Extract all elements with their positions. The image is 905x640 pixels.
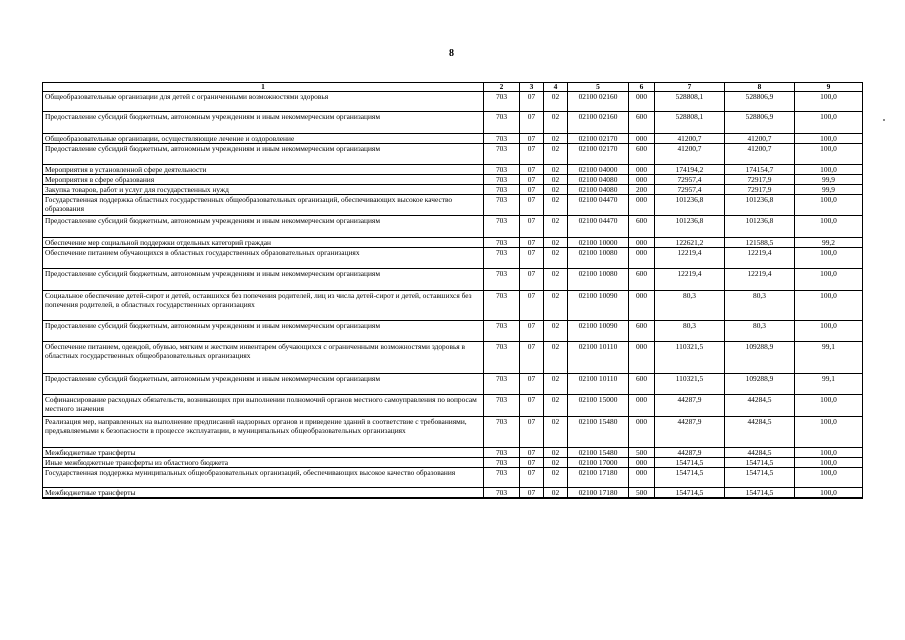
- row-actual-cell: 109288,9: [725, 374, 795, 395]
- row-type-cell: 000: [629, 92, 655, 112]
- row-name-cell: Общеобразовательные организации, осуществляющие лечение и оздоровление: [43, 134, 484, 144]
- row-target-cell: 02100 10000: [568, 238, 629, 248]
- row-planned-cell: 110321,5: [655, 342, 725, 374]
- row-planned-cell: 122621,2: [655, 238, 725, 248]
- row-target-cell: 02100 10080: [568, 269, 629, 291]
- row-actual-cell: 44284,5: [725, 417, 795, 448]
- row-section-cell: 07: [520, 488, 544, 499]
- table-row: [43, 417, 863, 448]
- header-cell-8: 8: [725, 83, 795, 92]
- row-section-cell: 07: [520, 144, 544, 165]
- row-percent-cell: 100,0: [795, 468, 863, 488]
- row-target-cell: 02100 10080: [568, 248, 629, 269]
- table-row: [43, 175, 863, 185]
- row-subsection-cell: 02: [544, 374, 568, 395]
- row-planned-cell: 528808,1: [655, 92, 725, 112]
- row-subsection-cell: 02: [544, 417, 568, 448]
- row-subsection-cell: 02: [544, 321, 568, 342]
- row-code-cell: 703: [484, 468, 520, 488]
- row-subsection-cell: 02: [544, 195, 568, 216]
- row-planned-cell: 80,3: [655, 291, 725, 321]
- row-actual-cell: 528806,9: [725, 112, 795, 134]
- row-section-cell: 07: [520, 342, 544, 374]
- row-code-cell: 703: [484, 175, 520, 185]
- header-cell-5: 5: [568, 83, 629, 92]
- row-target-cell: 02100 04000: [568, 165, 629, 175]
- row-subsection-cell: 02: [544, 458, 568, 468]
- header-cell-3: 3: [520, 83, 544, 92]
- row-planned-cell: 44287,9: [655, 448, 725, 458]
- table-row: [43, 468, 863, 488]
- row-planned-cell: 154714,5: [655, 488, 725, 499]
- row-code-cell: 703: [484, 291, 520, 321]
- row-code-cell: 703: [484, 216, 520, 238]
- row-section-cell: 07: [520, 185, 544, 195]
- row-subsection-cell: 02: [544, 269, 568, 291]
- header-cell-9: 9: [795, 83, 863, 92]
- row-actual-cell: 101236,8: [725, 195, 795, 216]
- row-type-cell: 600: [629, 374, 655, 395]
- row-percent-cell: 99,1: [795, 374, 863, 395]
- row-name-cell: Межбюджетные трансферты: [43, 448, 484, 458]
- table-row: [43, 374, 863, 395]
- table-row: [43, 134, 863, 144]
- row-target-cell: 02100 04470: [568, 216, 629, 238]
- row-section-cell: 07: [520, 321, 544, 342]
- row-type-cell: 500: [629, 488, 655, 499]
- row-percent-cell: 100,0: [795, 269, 863, 291]
- table-row: [43, 291, 863, 321]
- header-cell-6: 6: [629, 83, 655, 92]
- table-row: [43, 195, 863, 216]
- row-planned-cell: 528808,1: [655, 112, 725, 134]
- row-code-cell: 703: [484, 395, 520, 417]
- row-planned-cell: 72957,4: [655, 175, 725, 185]
- row-planned-cell: 80,3: [655, 321, 725, 342]
- row-percent-cell: 100,0: [795, 291, 863, 321]
- row-name-cell: Предоставление субсидий бюджетным, автономным учреждениям и иным некоммерческим организациям: [43, 269, 484, 291]
- row-percent-cell: 100,0: [795, 112, 863, 134]
- row-actual-cell: 12219,4: [725, 269, 795, 291]
- row-section-cell: 07: [520, 134, 544, 144]
- row-percent-cell: 99,2: [795, 238, 863, 248]
- row-code-cell: 703: [484, 185, 520, 195]
- row-type-cell: 600: [629, 112, 655, 134]
- row-actual-cell: 174154,7: [725, 165, 795, 175]
- row-type-cell: 600: [629, 144, 655, 165]
- row-target-cell: 02100 10110: [568, 374, 629, 395]
- row-code-cell: 703: [484, 374, 520, 395]
- row-code-cell: 703: [484, 488, 520, 499]
- table-row: [43, 248, 863, 269]
- row-actual-cell: 72917,9: [725, 185, 795, 195]
- row-code-cell: 703: [484, 417, 520, 448]
- row-name-cell: Общеобразовательные организации для детей с ограниченными возможностями здоровья: [43, 92, 484, 112]
- row-actual-cell: 121588,5: [725, 238, 795, 248]
- row-name-cell: Обеспечение мер социальной поддержки отдельных категорий граждан: [43, 238, 484, 248]
- row-subsection-cell: 02: [544, 248, 568, 269]
- row-percent-cell: 100,0: [795, 134, 863, 144]
- table-row: [43, 342, 863, 374]
- row-percent-cell: 100,0: [795, 395, 863, 417]
- row-subsection-cell: 02: [544, 488, 568, 499]
- row-section-cell: 07: [520, 448, 544, 458]
- row-section-cell: 07: [520, 417, 544, 448]
- row-name-cell: Предоставление субсидий бюджетным, автономным учреждениям и иным некоммерческим организациям: [43, 374, 484, 395]
- row-actual-cell: 80,3: [725, 321, 795, 342]
- table-row: [43, 238, 863, 248]
- row-percent-cell: 100,0: [795, 321, 863, 342]
- row-percent-cell: 100,0: [795, 448, 863, 458]
- row-percent-cell: 100,0: [795, 92, 863, 112]
- row-subsection-cell: 02: [544, 112, 568, 134]
- row-actual-cell: 44284,5: [725, 395, 795, 417]
- table-row: [43, 144, 863, 165]
- row-actual-cell: 80,3: [725, 291, 795, 321]
- row-name-cell: Закупка товаров, работ и услуг для государственных нужд: [43, 185, 484, 195]
- scan-speck: [883, 119, 885, 121]
- row-code-cell: 703: [484, 248, 520, 269]
- budget-table: [42, 82, 863, 499]
- row-code-cell: 703: [484, 238, 520, 248]
- row-type-cell: 000: [629, 248, 655, 269]
- row-type-cell: 200: [629, 185, 655, 195]
- row-subsection-cell: 02: [544, 144, 568, 165]
- row-code-cell: 703: [484, 269, 520, 291]
- row-code-cell: 703: [484, 195, 520, 216]
- row-section-cell: 07: [520, 395, 544, 417]
- row-actual-cell: 109288,9: [725, 342, 795, 374]
- row-name-cell: Мероприятия в установленной сфере деятельности: [43, 165, 484, 175]
- row-planned-cell: 110321,5: [655, 374, 725, 395]
- row-code-cell: 703: [484, 342, 520, 374]
- table-row: [43, 185, 863, 195]
- row-type-cell: 000: [629, 458, 655, 468]
- row-percent-cell: 99,1: [795, 342, 863, 374]
- row-planned-cell: 101236,8: [655, 216, 725, 238]
- table-row: [43, 488, 863, 499]
- row-percent-cell: 100,0: [795, 144, 863, 165]
- row-subsection-cell: 02: [544, 395, 568, 417]
- row-type-cell: 000: [629, 175, 655, 185]
- row-code-cell: 703: [484, 92, 520, 112]
- row-target-cell: 02100 10090: [568, 321, 629, 342]
- table-body: [43, 92, 863, 499]
- row-planned-cell: 41200,7: [655, 144, 725, 165]
- row-name-cell: Мероприятия в сфере образования: [43, 175, 484, 185]
- row-subsection-cell: 02: [544, 238, 568, 248]
- table-row: [43, 92, 863, 112]
- header-row: [43, 83, 863, 92]
- row-section-cell: 07: [520, 291, 544, 321]
- row-actual-cell: 528806,9: [725, 92, 795, 112]
- row-section-cell: 07: [520, 248, 544, 269]
- row-name-cell: Предоставление субсидий бюджетным, автономным учреждениям и иным некоммерческим организациям: [43, 144, 484, 165]
- row-type-cell: 000: [629, 195, 655, 216]
- row-code-cell: 703: [484, 134, 520, 144]
- row-percent-cell: 100,0: [795, 165, 863, 175]
- row-target-cell: 02100 04080: [568, 185, 629, 195]
- row-planned-cell: 174194,2: [655, 165, 725, 175]
- row-percent-cell: 100,0: [795, 248, 863, 269]
- row-actual-cell: 44284,5: [725, 448, 795, 458]
- row-planned-cell: 12219,4: [655, 269, 725, 291]
- row-actual-cell: 101236,8: [725, 216, 795, 238]
- row-section-cell: 07: [520, 458, 544, 468]
- row-subsection-cell: 02: [544, 468, 568, 488]
- row-type-cell: 600: [629, 269, 655, 291]
- row-name-cell: Реализация мер, направленных на выполнение предписаний надзорных органов и приведение зданий в соответствие с требованиями, предъявляемыми к безопасности в процессе эксплуатации, в муниципальных общеобразовательных организациях: [43, 417, 484, 448]
- row-actual-cell: 154714,5: [725, 458, 795, 468]
- row-type-cell: 000: [629, 417, 655, 448]
- table-row: [43, 216, 863, 238]
- table-row: [43, 112, 863, 134]
- row-target-cell: 02100 10090: [568, 291, 629, 321]
- row-name-cell: Предоставление субсидий бюджетным, автономным учреждениям и иным некоммерческим организациям: [43, 321, 484, 342]
- row-target-cell: 02100 15480: [568, 417, 629, 448]
- row-subsection-cell: 02: [544, 448, 568, 458]
- row-planned-cell: 72957,4: [655, 185, 725, 195]
- row-name-cell: Обеспечение питанием, одеждой, обувью, мягким и жестким инвентарем обучающихся с ограниченными возможностями здоровья в областных государственных общеобразовательных организациях: [43, 342, 484, 374]
- row-section-cell: 07: [520, 165, 544, 175]
- row-section-cell: 07: [520, 468, 544, 488]
- row-code-cell: 703: [484, 112, 520, 134]
- row-planned-cell: 41200,7: [655, 134, 725, 144]
- row-actual-cell: 72917,9: [725, 175, 795, 185]
- table-row: [43, 395, 863, 417]
- header-cell-7: 7: [655, 83, 725, 92]
- row-code-cell: 703: [484, 448, 520, 458]
- row-name-cell: Софинансирование расходных обязательств, возникающих при выполнении полномочий органов местного самоуправления по вопросам местного значения: [43, 395, 484, 417]
- row-percent-cell: 100,0: [795, 195, 863, 216]
- row-section-cell: 07: [520, 238, 544, 248]
- row-type-cell: 000: [629, 468, 655, 488]
- row-name-cell: Иные межбюджетные трансферты из областного бюджета: [43, 458, 484, 468]
- row-type-cell: 000: [629, 165, 655, 175]
- row-planned-cell: 154714,5: [655, 458, 725, 468]
- row-percent-cell: 100,0: [795, 488, 863, 499]
- row-target-cell: 02100 04470: [568, 195, 629, 216]
- row-name-cell: Социальное обеспечение детей-сирот и детей, оставшихся без попечения родителей, лиц из числа детей-сирот и детей, оставшихся без попечения родителей, в областных государственных организациях: [43, 291, 484, 321]
- row-subsection-cell: 02: [544, 134, 568, 144]
- row-subsection-cell: 02: [544, 175, 568, 185]
- row-type-cell: 000: [629, 238, 655, 248]
- row-percent-cell: 100,0: [795, 216, 863, 238]
- row-actual-cell: 154714,5: [725, 468, 795, 488]
- row-target-cell: 02100 10110: [568, 342, 629, 374]
- table-row: [43, 458, 863, 468]
- row-target-cell: 02100 15000: [568, 395, 629, 417]
- header-cell-1: 1: [43, 83, 484, 92]
- table-row: [43, 165, 863, 175]
- row-code-cell: 703: [484, 144, 520, 165]
- row-planned-cell: 101236,8: [655, 195, 725, 216]
- row-target-cell: 02100 15480: [568, 448, 629, 458]
- row-code-cell: 703: [484, 458, 520, 468]
- row-section-cell: 07: [520, 175, 544, 185]
- row-planned-cell: 12219,4: [655, 248, 725, 269]
- row-section-cell: 07: [520, 374, 544, 395]
- row-name-cell: Обеспечение питанием обучающихся в областных государственных образовательных организациях: [43, 248, 484, 269]
- row-subsection-cell: 02: [544, 165, 568, 175]
- row-name-cell: Предоставление субсидий бюджетным, автономным учреждениям и иным некоммерческим организациям: [43, 112, 484, 134]
- row-subsection-cell: 02: [544, 342, 568, 374]
- row-code-cell: 703: [484, 165, 520, 175]
- row-name-cell: Предоставление субсидий бюджетным, автономным учреждениям и иным некоммерческим организациям: [43, 216, 484, 238]
- row-target-cell: 02100 02160: [568, 112, 629, 134]
- row-actual-cell: 154714,5: [725, 488, 795, 499]
- row-percent-cell: 100,0: [795, 458, 863, 468]
- table-header: [43, 83, 863, 92]
- row-target-cell: 02100 04080: [568, 175, 629, 185]
- row-target-cell: 02100 17180: [568, 468, 629, 488]
- row-section-cell: 07: [520, 195, 544, 216]
- row-planned-cell: 44287,9: [655, 417, 725, 448]
- row-target-cell: 02100 17180: [568, 488, 629, 499]
- page-number: 8: [449, 48, 454, 59]
- table-row: [43, 269, 863, 291]
- row-target-cell: 02100 02170: [568, 134, 629, 144]
- header-cell-4: 4: [544, 83, 568, 92]
- row-percent-cell: 100,0: [795, 417, 863, 448]
- row-type-cell: 000: [629, 291, 655, 321]
- row-subsection-cell: 02: [544, 185, 568, 195]
- row-target-cell: 02100 17000: [568, 458, 629, 468]
- row-type-cell: 000: [629, 134, 655, 144]
- row-type-cell: 600: [629, 216, 655, 238]
- row-name-cell: Государственная поддержка муниципальных общеобразовательных организаций, обеспечивающих высокое качество образования: [43, 468, 484, 488]
- row-actual-cell: 41200,7: [725, 144, 795, 165]
- row-planned-cell: 44287,9: [655, 395, 725, 417]
- row-subsection-cell: 02: [544, 291, 568, 321]
- row-name-cell: Межбюджетные трансферты: [43, 488, 484, 499]
- table-row: [43, 321, 863, 342]
- row-code-cell: 703: [484, 321, 520, 342]
- row-subsection-cell: 02: [544, 216, 568, 238]
- row-percent-cell: 99,9: [795, 185, 863, 195]
- row-section-cell: 07: [520, 216, 544, 238]
- row-actual-cell: 12219,4: [725, 248, 795, 269]
- row-subsection-cell: 02: [544, 92, 568, 112]
- row-target-cell: 02100 02160: [568, 92, 629, 112]
- row-section-cell: 07: [520, 112, 544, 134]
- row-name-cell: Государственная поддержка областных государственных общеобразовательных организаций, обеспечивающих высокое качество образования: [43, 195, 484, 216]
- row-target-cell: 02100 02170: [568, 144, 629, 165]
- header-cell-2: 2: [484, 83, 520, 92]
- row-percent-cell: 99,9: [795, 175, 863, 185]
- row-planned-cell: 154714,5: [655, 468, 725, 488]
- row-section-cell: 07: [520, 269, 544, 291]
- table-row: [43, 448, 863, 458]
- row-section-cell: 07: [520, 92, 544, 112]
- row-actual-cell: 41200,7: [725, 134, 795, 144]
- row-type-cell: 000: [629, 395, 655, 417]
- row-type-cell: 600: [629, 321, 655, 342]
- row-type-cell: 500: [629, 448, 655, 458]
- row-type-cell: 000: [629, 342, 655, 374]
